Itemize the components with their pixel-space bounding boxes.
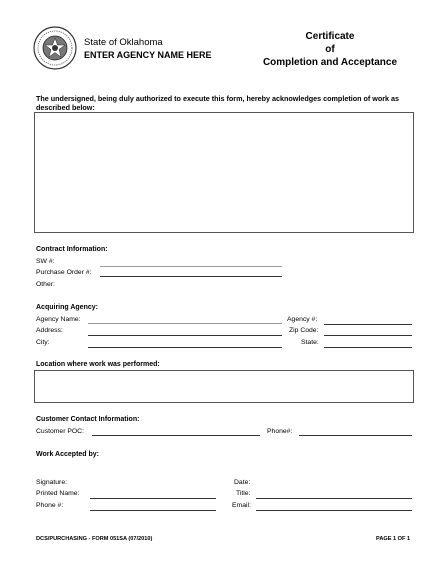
agency-number-field[interactable] (324, 324, 412, 325)
document-title (240, 30, 420, 69)
city-label: City: (36, 339, 50, 346)
poc-label: Customer POC: (36, 428, 84, 435)
email-field[interactable] (256, 510, 412, 511)
accepted-heading: Work Accepted by: (36, 451, 100, 458)
title-line-3: Completion and Acceptance (262, 57, 398, 68)
signature-label: Signature: (36, 479, 67, 486)
state-seal-icon (33, 26, 77, 70)
date-label: Date: (234, 479, 251, 486)
acquiring-heading: Acquiring Agency: (36, 304, 98, 311)
address-field[interactable] (88, 335, 282, 336)
contact-phone-label: Phone#: (267, 428, 293, 435)
state-field[interactable] (324, 347, 412, 348)
accepted-phone-label: Phone #: (36, 502, 64, 509)
poc-field[interactable] (92, 435, 260, 436)
agency-name-field[interactable] (88, 323, 282, 324)
form-id: DCS/PURCHASING - FORM 051SA (07/2010) (36, 536, 153, 542)
email-label: Email: (232, 502, 251, 509)
sw-label: SW #: (36, 258, 55, 265)
work-description-box[interactable] (34, 112, 414, 233)
po-label: Purchase Order #: (36, 269, 92, 276)
title-line-2: of (325, 44, 335, 55)
printed-name-field[interactable] (90, 498, 216, 499)
printed-name-label: Printed Name: (36, 490, 80, 497)
contact-heading: Customer Contact Information: (36, 416, 140, 423)
page-number: PAGE 1 OF 1 (376, 536, 411, 542)
zip-label: Zip Code: (289, 327, 319, 334)
accepted-phone-field[interactable] (90, 510, 216, 511)
location-box[interactable] (34, 370, 414, 403)
zip-field[interactable] (324, 335, 412, 336)
title-field[interactable] (256, 498, 412, 499)
intro-text: The undersigned, being duly authorized to execute this form, hereby acknowledges completion of work as described below: (36, 94, 400, 112)
state-label: State: (301, 339, 319, 346)
po-field[interactable] (100, 276, 282, 277)
sw-field[interactable] (100, 266, 282, 267)
title-line-1: Certificate (305, 31, 355, 42)
other-label: Other: (36, 281, 55, 288)
agency-name: ENTER AGENCY NAME HERE (84, 50, 212, 60)
agency-number-label: Agency #: (287, 316, 318, 323)
location-heading: Location where work was performed: (36, 361, 160, 368)
agency-name-label: Agency Name: (36, 316, 81, 323)
title-label: Title: (236, 490, 251, 497)
contract-heading: Contract Information: (36, 246, 108, 253)
contact-phone-field[interactable] (299, 435, 412, 436)
city-field[interactable] (88, 347, 282, 348)
state-name: State of Oklahoma (84, 37, 163, 48)
address-label: Address: (36, 327, 63, 334)
